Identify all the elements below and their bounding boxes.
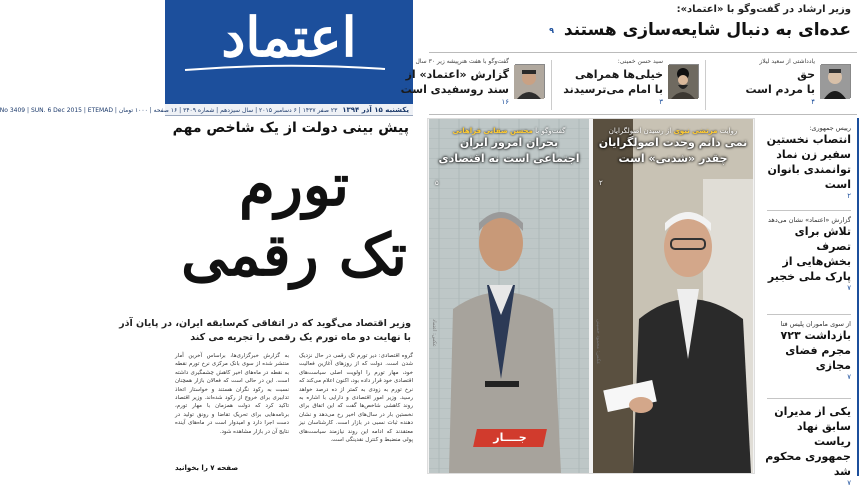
caption-kicker-prefix: روایت (719, 127, 738, 135)
page-ref: ۷ (847, 373, 851, 381)
newspaper-logo: اعتماد (221, 5, 357, 69)
main-subheadline: وزیر اقتصاد می‌گوید که در اتفاقی کم‌سابقه ایران، در پایان آذر (119, 318, 411, 329)
caption-kicker-name: محسن صفایی فراهانی (452, 127, 533, 135)
main-subheadline: با نهایت دو ماه تورم یک رقمی را تجربه می کند (190, 332, 411, 343)
photo-panel-farahani[interactable] (429, 119, 589, 473)
main-story-jump[interactable]: صفحه ۷ را بخوانید (175, 464, 239, 472)
page-ref: ۹ (549, 25, 554, 35)
right-col-item[interactable] (765, 404, 851, 487)
right-news-column (763, 118, 859, 487)
teaser-line: حق (797, 68, 815, 81)
teaser-kicker: گفت‌وگو با هفت هنرپیشه زیر ۳۰ سال (415, 58, 509, 65)
photo-panel-nabavi[interactable] (593, 119, 753, 473)
caption-kicker (593, 127, 753, 135)
teaser-photo (821, 64, 851, 98)
photo-feature (427, 118, 755, 474)
teaser-line: سند روسفیدی است (400, 83, 509, 96)
divider (551, 60, 552, 110)
caption-kicker-prefix: گفت‌وگو با (535, 127, 566, 135)
main-headline-line-2[interactable]: تک رقمی (181, 221, 407, 289)
teaser-line: با امام می‌ترسیدند (563, 83, 663, 96)
top-story-headline[interactable] (431, 20, 851, 40)
top-story-kicker: وزیر ارشاد در گفت‌وگو با «اعتماد»: (676, 4, 851, 15)
teaser-line: گزارش «اعتماد» از (405, 68, 509, 81)
right-col-kicker: گزارش «اعتماد» نشان می‌دهد (768, 216, 851, 224)
right-col-item[interactable] (765, 124, 851, 200)
caption-headline: چقدر «شدنی» است (618, 152, 728, 165)
page-ref: ۵ (435, 179, 439, 187)
right-col-item[interactable] (765, 216, 851, 292)
issue-date: یکشنبه ۱۵ آذر ۱۳۹۴ (342, 106, 409, 114)
logo-swoosh-icon (185, 64, 385, 72)
right-col-headline: تلاش برای تصرف بخش‌هایی از پارک ملی خجیر (767, 225, 851, 283)
right-col-headline: یکی از مدیران سابق نهاد ریاست جمهوری محکوم شد (765, 405, 851, 478)
teaser-kicker: سید حسن خمینی: (617, 58, 663, 65)
right-col-kicker: رییس جمهوری: (809, 124, 851, 132)
teaser-report[interactable] (400, 58, 545, 114)
right-col-kicker: از سوی ماموران پلیس فتا (780, 320, 851, 328)
dateline-details: ۲۳ صفر ۱۴۳۷ | ۶ دسامبر ۲۰۱۵ | سال سیزدهم | شماره ۳۴۰۹ | ۱۶ صفحه | ۱۰۰۰ تومان (118, 107, 338, 114)
teaser-kicker: یادداشتی از سعید لیلاز (759, 58, 815, 65)
body-column-right: گروه اقتصادی: دیر تورم تک رقمی در حال نزدیک شدن است. دولت که از روزهای آغازین فعالیت خود، مهار تورم را اولویت اصلی سیاست‌های اقتصادی خود قرار داده بود، اکنون اعلام می‌کند که نرخ تورم به زودی به کمتر از ده درصد خواهد رسید. وزیر امور اقتصادی و دارایی با اشاره به روند کاهشی شاخص‌ها گفت که این اتفاق برای نخستین بار در سال‌های اخیر رخ می‌دهد و نشان دهنده ثبات نسبی در بازار است. کارشناسان نیز معتقدند که ادامه این روند نیازمند سیاست‌های پولی منضبط و کنترل نقدینگی است. (299, 353, 413, 444)
page-ref: ۱۶ (501, 98, 509, 106)
caption-kicker (429, 127, 589, 135)
teaser-khomeini[interactable] (549, 58, 699, 114)
photo-caption (593, 127, 753, 167)
body-column-left: به گزارش خبرگزاری‌ها، براساس آخرین آمار منتشر شده از سوی بانک مرکزی نرخ تورم نقطه به نقطه در ماه‌های اخیر کاهش چشمگیری داشته است. این در حالی است که فعالان بازار همچنان نسبت به رکود نگران هستند و خواستار اتخاذ تدابیری برای خروج از رکود شده‌اند. وزیر اقتصاد تاکید کرد که دولت همزمان با مهار تورم، برنامه‌هایی برای تحریک تقاضا و رونق تولید در دست اجرا دارد و امیدوار است در ماه‌های آینده نتایج آن در بازار مشاهده شود. (175, 353, 289, 435)
teaser-line: با مردم است (745, 83, 815, 96)
main-headline-line-1[interactable]: تورم (238, 151, 350, 219)
divider (429, 52, 857, 53)
page-ref: ۷ (847, 479, 851, 487)
caption-kicker-suffix: از رسیدن اصولگرایان (608, 127, 672, 135)
divider (767, 210, 851, 211)
teaser-laylaz[interactable] (711, 58, 851, 114)
caption-headline: نمی دانم وحدت اصولگرایان (598, 136, 748, 149)
caption-headline: اجتماعی است نه اقتصادی (438, 152, 580, 165)
dateline-latin: | No 3409 | SUN. 6 Dec 2015 | ETEMAD (0, 107, 117, 114)
page-ref: ۴ (811, 98, 815, 106)
photo-credit: عکس: محمود حسینی (595, 319, 601, 365)
page-ref: ۷ (847, 284, 851, 292)
divider (429, 114, 857, 115)
caption-headline: بحران امروز ایران (459, 136, 559, 149)
divider (767, 398, 851, 399)
divider (767, 314, 851, 315)
teaser-line: خیلی‌ها همراهی (575, 68, 663, 81)
photo-credit: عکس: اعتماد (431, 319, 437, 347)
page-ref: ۲ (599, 179, 603, 187)
right-col-headline: انتصاب نخستین سفیر زن نماد توانمندی بانوان است (766, 133, 851, 191)
right-col-item[interactable] (765, 320, 851, 381)
teaser-photo (515, 64, 545, 98)
portrait-photo (429, 119, 589, 473)
jaras-badge-label: جــــار (493, 431, 527, 444)
photo-caption (429, 127, 589, 167)
divider (705, 60, 706, 110)
main-story-kicker: پیش بینی دولت از یک شاخص مهم (172, 120, 409, 136)
top-story-headline-text: عده‌ای به دنبال شایعه‌سازی هستند (563, 20, 851, 40)
caption-kicker-name: مرتضی نبوی (673, 127, 718, 135)
page-ref: ۲ (847, 192, 851, 200)
page-ref: ۳ (659, 98, 663, 106)
dateline (0, 104, 413, 116)
teaser-photo (669, 64, 699, 98)
masthead (165, 0, 413, 104)
main-story-body (175, 352, 413, 472)
right-col-headline: بازداشت ۷۲۳ مجرم فضای مجازی (780, 329, 851, 372)
jaras-badge[interactable] (473, 429, 547, 447)
portrait-photo (593, 119, 753, 473)
